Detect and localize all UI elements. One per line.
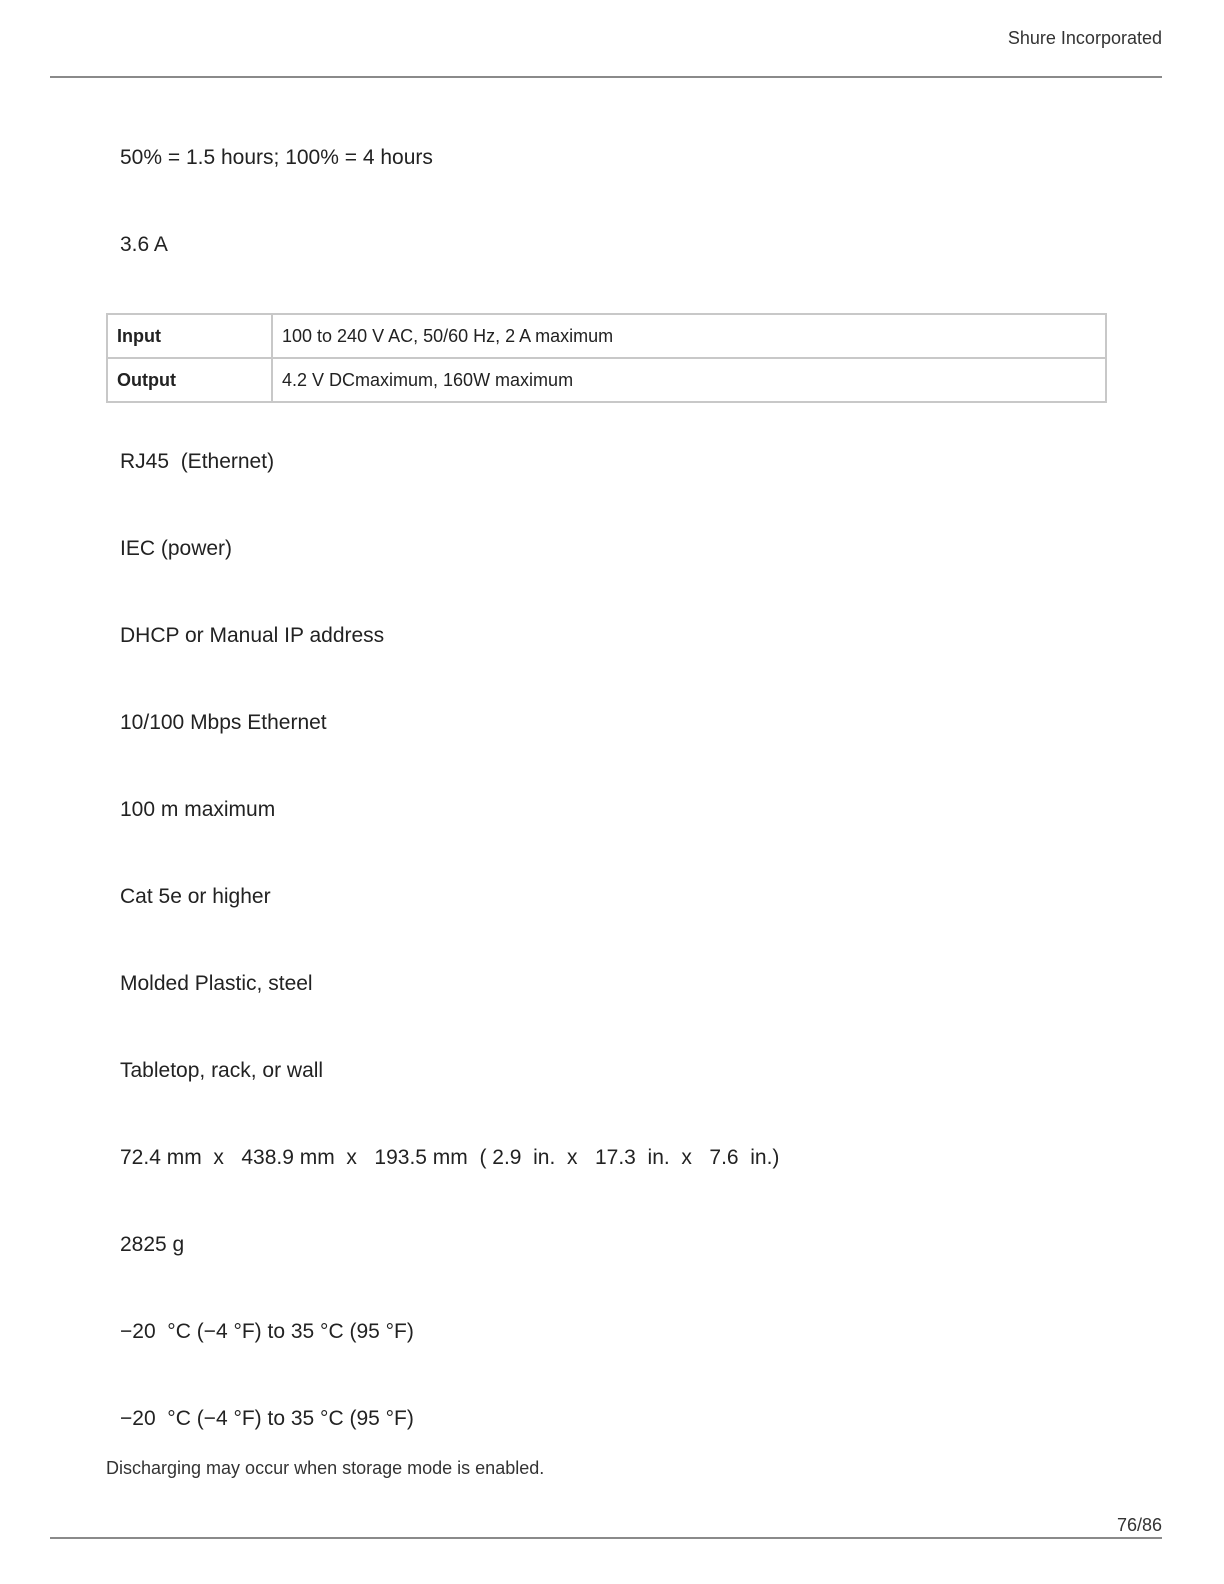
table-row-value: 100 to 240 V AC, 50/60 Hz, 2 A maximum (272, 314, 1106, 358)
footer-divider (50, 1537, 1162, 1539)
spec-current: 3.6 A (120, 233, 168, 256)
power-supply-table (106, 313, 1107, 403)
spec-cable-length: 100 m maximum (120, 798, 276, 821)
spec-temperature-range: −20 °C (−4 °F) to 35 °C (95 °F) (120, 1320, 414, 1343)
spec-housing: Molded Plastic, steel (120, 972, 313, 995)
spec-ip-addressing: DHCP or Manual IP address (120, 624, 385, 647)
spec-weight: 2825 g (120, 1233, 185, 1256)
table-row (107, 314, 1106, 358)
footnote: Discharging may occur when storage mode is enabled. (106, 1458, 545, 1478)
header-divider (50, 76, 1162, 78)
spec-mounting: Tabletop, rack, or wall (120, 1059, 324, 1082)
table-row-value: 4.2 V DCmaximum, 160W maximum (272, 358, 1106, 402)
table-row-label: Output (107, 358, 272, 402)
spec-temperature-range: −20 °C (−4 °F) to 35 °C (95 °F) (120, 1407, 414, 1430)
spec-network-connector: RJ45 (Ethernet) (120, 450, 275, 473)
spec-charge-time: 50% = 1.5 hours; 100% = 4 hours (120, 146, 433, 169)
table-row-label: Input (107, 314, 272, 358)
table-row (107, 358, 1106, 402)
header-company-name: Shure Incorporated (1007, 28, 1162, 48)
spec-network-interface: 10/100 Mbps Ethernet (120, 711, 327, 734)
spec-dimensions: 72.4 mm x 438.9 mm x 193.5 mm ( 2.9 in. x 17.3 in. x 7.6 in.) (120, 1146, 780, 1169)
spec-power-connector: IEC (power) (120, 537, 233, 560)
page-number: 76/86 (1116, 1515, 1162, 1535)
spec-cable-type: Cat 5e or higher (120, 885, 271, 908)
